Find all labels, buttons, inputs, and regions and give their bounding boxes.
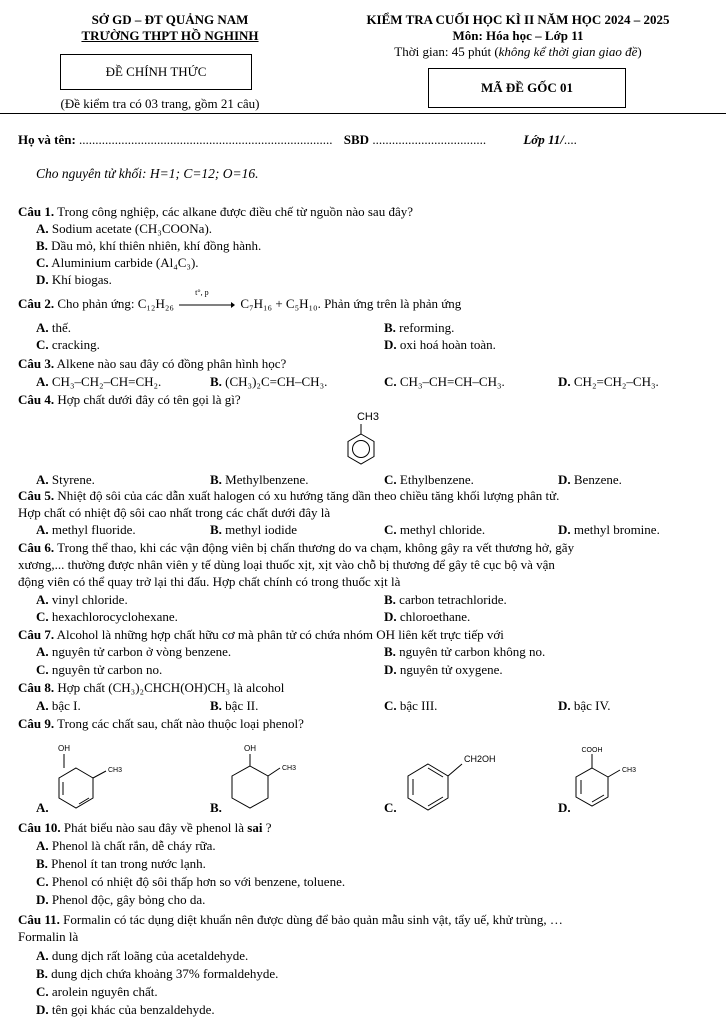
methyl-label: CH3	[282, 765, 297, 772]
question-text: Hợp chất (CH₃)₂CHCH(OH)CH₃ là alcohol	[54, 680, 285, 695]
name-field[interactable]: ..............................................................................	[79, 132, 333, 147]
option-letter: D.	[384, 662, 397, 677]
option-text: hexachlorocyclohexane.	[51, 609, 178, 624]
option-letter: B.	[210, 472, 222, 487]
name-label: Họ và tên:	[18, 132, 76, 147]
methyl-label: CH3	[108, 767, 123, 774]
option-letter: C.	[384, 800, 397, 815]
q3-option-c[interactable]	[384, 374, 505, 390]
option-letter: A.	[36, 472, 49, 487]
question-number: Câu 3.	[18, 356, 55, 371]
question-5	[18, 488, 559, 504]
option-text: dung dịch chứa khoảng 37% formaldehyde.	[51, 966, 279, 981]
methyl-label: CH3	[356, 411, 380, 423]
official-exam-box	[60, 54, 252, 90]
question-text: Trong công nghiệp, các alkane được điều chế từ nguồn nào sau đây?	[54, 204, 413, 219]
question-5-line-2: Hợp chất có nhiệt độ sôi cao nhất trong các chất dưới đây là	[18, 505, 331, 520]
q3-option-d[interactable]	[558, 374, 659, 390]
option-text: Khí biogas.	[51, 272, 112, 287]
question-number: Câu 2.	[18, 296, 55, 311]
q1-option-d[interactable]	[36, 272, 112, 288]
option-letter: B.	[210, 698, 222, 713]
option-text: bậc IV.	[573, 698, 611, 713]
question-text: Trong thể thao, khi các vận động viên bị chấn thương do va chạm, không gây ra vết thương hở, gãy	[54, 540, 575, 555]
option-text: vinyl chloride.	[51, 592, 128, 607]
option-letter: D.	[558, 800, 571, 815]
option-letter: A.	[36, 698, 49, 713]
option-text: carbon tetrachloride.	[399, 592, 507, 607]
q1-option-c[interactable]	[36, 255, 199, 271]
option-letter: B.	[384, 592, 396, 607]
pages-note: (Đề kiểm tra có 03 trang, gồm 21 câu)	[60, 96, 260, 111]
exam-code-box	[428, 68, 626, 108]
option-text: CH₂=CH₂–CH₃.	[573, 374, 659, 389]
question-8	[18, 680, 284, 696]
option-letter: D.	[558, 374, 571, 389]
q6-option-a[interactable]	[36, 592, 128, 608]
sbd-label: SBD	[343, 132, 370, 147]
q9-option-c[interactable]	[384, 800, 397, 816]
q11-option-d[interactable]	[36, 1002, 215, 1018]
school-name: TRƯỜNG THPT HỒ NGHINH	[81, 28, 259, 43]
class-label: Lớp 11/	[523, 132, 564, 147]
q10-option-d[interactable]	[36, 892, 205, 908]
option-letter: D.	[384, 337, 397, 352]
q9-option-d[interactable]	[558, 800, 571, 816]
question-2	[18, 288, 462, 312]
question-10	[18, 820, 271, 836]
question-6	[18, 540, 574, 556]
option-letter: B.	[384, 320, 396, 335]
question-1	[18, 204, 413, 220]
option-letter: B.	[36, 856, 48, 871]
q4-option-b[interactable]	[210, 472, 309, 488]
q7-option-b[interactable]	[384, 644, 545, 660]
reaction-condition: t°, p	[195, 288, 209, 297]
option-text: methyl iodide	[225, 522, 298, 537]
option-text: Phenol là chất rắn, dễ cháy rữa.	[51, 838, 216, 853]
option-letter: C.	[384, 472, 397, 487]
option-letter: A.	[36, 644, 49, 659]
q6-option-c[interactable]	[36, 609, 178, 625]
methyl-label: CH3	[622, 767, 637, 774]
q1-option-b[interactable]	[36, 238, 261, 254]
question-number: Câu 9.	[18, 716, 55, 731]
option-text: oxi hoá hoàn toàn.	[399, 337, 496, 352]
option-letter: B.	[36, 238, 48, 253]
question-11	[18, 912, 563, 928]
option-letter: B.	[36, 966, 48, 981]
option-text: CH₃–CH₂–CH=CH₂.	[51, 374, 162, 389]
option-letter: B.	[384, 644, 396, 659]
q7-option-d[interactable]	[384, 662, 503, 678]
exam-code: MÃ ĐỀ GỐC 01	[480, 80, 574, 95]
option-letter: D.	[558, 472, 571, 487]
question-text: Cho phản ứng: C₁₂H₂₆	[54, 296, 178, 311]
q8-option-b[interactable]	[210, 698, 258, 714]
option-letter: A.	[36, 948, 49, 963]
option-letter: D.	[36, 272, 49, 287]
option-text: methyl chloride.	[399, 522, 486, 537]
option-text: nguyên tử carbon không no.	[399, 644, 546, 659]
option-letter: A.	[36, 838, 49, 853]
option-text: Ethylbenzene.	[399, 472, 474, 487]
question-3	[18, 356, 286, 372]
question-4	[18, 392, 241, 408]
exam-title: KIỂM TRA CUỐI HỌC KÌ II NĂM HỌC 2024 – 2025	[366, 12, 670, 27]
o-cresol-structure	[50, 742, 123, 814]
option-text: Phenol có nhiệt độ sôi thấp hơn so với benzene, toluene.	[51, 874, 346, 889]
q5-option-b[interactable]	[210, 522, 297, 538]
option-letter: C.	[36, 984, 49, 999]
exam-time-note: không kể thời gian giao đề	[498, 44, 638, 59]
question-text: Formalin có tác dụng diệt khuẩn nên được dùng để bảo quản mẫu sinh vật, tẩy uế, khử trùng, …	[59, 912, 563, 927]
option-text: nguyên tử oxygene.	[399, 662, 503, 677]
option-letter: D.	[558, 698, 571, 713]
option-text: Aluminium carbide (Al₄C₃).	[51, 255, 199, 270]
hydroxyl-label: OH	[58, 744, 70, 753]
q3-option-a[interactable]	[36, 374, 161, 390]
exam-time	[318, 44, 718, 60]
q4-option-c[interactable]	[384, 472, 474, 488]
q3-option-b[interactable]	[210, 374, 327, 390]
question-text: Hợp chất dưới đây có tên gọi là gì?	[54, 392, 241, 407]
sbd-field[interactable]: ...................................	[372, 132, 487, 147]
option-text: bậc I.	[51, 698, 81, 713]
option-letter: A.	[36, 592, 49, 607]
q5-option-c[interactable]	[384, 522, 485, 538]
methylbenzoic-acid-structure	[572, 744, 652, 816]
question-number: Câu 6.	[18, 540, 55, 555]
q6-option-d[interactable]	[384, 609, 470, 625]
question-11-line-2: Formalin là	[18, 929, 79, 944]
header-divider	[0, 113, 726, 114]
question-text: Phát biểu nào sau đây về phenol là	[60, 820, 248, 835]
question-number: Câu 8.	[18, 680, 55, 695]
exam-subject: Môn: Hóa học – Lớp 11	[452, 28, 584, 43]
option-text: Sodium acetate (CH₃COONa).	[51, 221, 213, 236]
q4-option-a[interactable]	[36, 472, 95, 488]
exam-time-suffix: )	[637, 44, 642, 59]
q4-option-d[interactable]	[558, 472, 622, 488]
option-letter: C.	[36, 662, 49, 677]
option-text: nguyên tử carbon ở vòng benzene.	[51, 644, 232, 659]
option-text: Phenol ít tan trong nước lạnh.	[51, 856, 206, 871]
question-text: Alkene nào sau đây có đồng phân hình học?	[54, 356, 287, 371]
student-info-row	[18, 132, 577, 148]
q7-option-a[interactable]	[36, 644, 231, 660]
question-text-end: ?	[262, 820, 272, 835]
option-text: Benzene.	[573, 472, 622, 487]
q10-option-b[interactable]	[36, 856, 206, 872]
q8-option-d[interactable]	[558, 698, 610, 714]
question-number: Câu 1.	[18, 204, 55, 219]
q2-option-b[interactable]	[384, 320, 454, 336]
option-letter: B.	[210, 374, 222, 389]
methylcyclohexanol-structure	[224, 742, 304, 814]
option-letter: C.	[36, 609, 49, 624]
option-letter: A.	[36, 522, 49, 537]
department-name: SỞ GD – ĐT QUẢNG NAM	[91, 12, 249, 27]
option-letter: A.	[36, 800, 49, 815]
option-letter: C.	[36, 255, 49, 270]
option-letter: A.	[36, 221, 49, 236]
option-text: bậc III.	[399, 698, 438, 713]
option-letter: B.	[210, 800, 222, 815]
option-text: dung dịch rất loãng của acetaldehyde.	[51, 948, 249, 963]
option-text: Phenol độc, gây bỏng cho da.	[51, 892, 206, 907]
option-text: thế.	[51, 320, 72, 335]
question-text: Trong các chất sau, chất nào thuộc loại phenol?	[54, 716, 304, 731]
option-text: methyl fluoride.	[51, 522, 136, 537]
question-text: Alcohol là những hợp chất hữu cơ mà phân tử có chứa nhóm OH liên kết trực tiếp với	[54, 627, 504, 642]
option-letter: C.	[384, 698, 397, 713]
option-text: methyl bromine.	[573, 522, 660, 537]
option-letter: C.	[36, 874, 49, 889]
option-text: Styrene.	[51, 472, 95, 487]
hydroxymethyl-label: CH2OH	[464, 754, 496, 764]
q2-option-c[interactable]	[36, 337, 100, 353]
option-letter: C.	[36, 337, 49, 352]
q6-option-b[interactable]	[384, 592, 507, 608]
option-text: bậc II.	[225, 698, 259, 713]
q9-option-a[interactable]	[36, 800, 49, 816]
toluene-structure	[336, 408, 386, 468]
q8-option-a[interactable]	[36, 698, 81, 714]
option-letter: D.	[384, 609, 397, 624]
question-number: Câu 4.	[18, 392, 55, 407]
question-number: Câu 5.	[18, 488, 55, 503]
option-letter: B.	[210, 522, 222, 537]
question-6-line-2: xương,... thường được nhân viên y tế dùng loại thuốc xịt, xịt vào chỗ bị thương để gây tê cục bộ và vận	[18, 557, 555, 572]
emphasis-false: sai	[247, 820, 263, 835]
q7-option-c[interactable]	[36, 662, 162, 678]
option-letter: A.	[36, 320, 49, 335]
option-text: nguyên tử carbon no.	[51, 662, 163, 677]
carboxyl-label: COOH	[581, 747, 603, 754]
question-text-end: C₇H₁₆ + C₅H₁₀. Phản ứng trên là phản ứng	[237, 296, 462, 311]
option-text: Dầu mỏ, khí thiên nhiên, khí đồng hành.	[51, 238, 262, 253]
q1-option-a[interactable]	[36, 221, 212, 237]
q9-option-b[interactable]	[210, 800, 222, 816]
question-number: Câu 10.	[18, 820, 61, 835]
option-letter: D.	[36, 892, 49, 907]
option-text: reforming.	[399, 320, 455, 335]
question-number: Câu 7.	[18, 627, 55, 642]
option-letter: D.	[36, 1002, 49, 1017]
question-number: Câu 11.	[18, 912, 60, 927]
q10-option-a[interactable]	[36, 838, 216, 854]
benzyl-alcohol-structure	[400, 748, 520, 814]
arrow-icon	[179, 302, 235, 308]
q2-option-a[interactable]	[36, 320, 71, 336]
class-field[interactable]: ....	[563, 132, 577, 147]
q11-option-a[interactable]	[36, 948, 248, 964]
q8-option-c[interactable]	[384, 698, 437, 714]
atomic-mass-note: Cho nguyên tử khối: H=1; C=12; O=16.	[36, 166, 259, 181]
option-letter: C.	[384, 522, 397, 537]
q11-option-c[interactable]	[36, 984, 158, 1000]
option-text: arolein nguyên chất.	[51, 984, 158, 999]
q5-option-a[interactable]	[36, 522, 136, 538]
option-letter: C.	[384, 374, 397, 389]
hydroxyl-label: OH	[244, 744, 256, 753]
option-text: CH₃–CH=CH–CH₃.	[399, 374, 505, 389]
question-7	[18, 627, 504, 643]
option-text: cracking.	[51, 337, 100, 352]
option-text: chloroethane.	[399, 609, 471, 624]
option-text: tên gọi khác của benzaldehyde.	[51, 1002, 215, 1017]
q11-option-b[interactable]	[36, 966, 278, 982]
question-text: Nhiệt độ sôi của các dẫn xuất halogen có xu hướng tăng dần theo chiều tăng khối lượng phân tử.	[54, 488, 560, 503]
option-letter: A.	[36, 374, 49, 389]
option-text: Methylbenzene.	[225, 472, 309, 487]
option-text: (CH₃)₂C=CH–CH₃.	[225, 374, 328, 389]
q2-option-d[interactable]	[384, 337, 496, 353]
question-9	[18, 716, 304, 732]
official-exam-label: ĐỀ CHÍNH THỨC	[105, 64, 207, 79]
exam-time-prefix: Thời gian: 45 phút (	[394, 44, 499, 59]
option-letter: D.	[558, 522, 571, 537]
q5-option-d[interactable]	[558, 522, 660, 538]
question-6-line-3: động viên có thể quay trở lại thi đấu. Hợp chất chính có trong thuốc xịt là	[18, 574, 401, 589]
q10-option-c[interactable]	[36, 874, 345, 890]
reaction-arrow	[177, 288, 237, 308]
